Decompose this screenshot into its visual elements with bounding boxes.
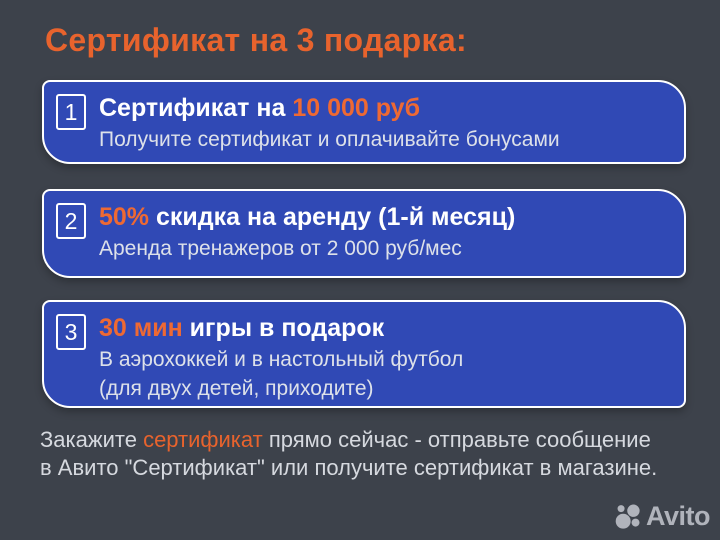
avito-logo-text: Avito xyxy=(646,501,710,531)
offer-subtitle: Аренда тренажеров от 2 000 руб/мес xyxy=(99,237,462,260)
page-title: Сертификат на 3 подарка: xyxy=(45,22,467,58)
avito-watermark xyxy=(615,501,710,532)
offer-card-body xyxy=(99,200,515,263)
offer-number-badge: 3 xyxy=(56,314,86,350)
offer-subtitle: Получите сертификат и оплачивайте бонусами xyxy=(99,128,560,151)
offer-title xyxy=(99,200,515,234)
offer-title-highlight: 50% xyxy=(99,203,150,231)
offer-card-body xyxy=(99,91,560,154)
offer-card-3 xyxy=(42,300,686,408)
offer-title xyxy=(99,311,463,345)
footer-highlight: сертификат xyxy=(143,427,263,452)
offer-number-badge: 2 xyxy=(56,203,86,239)
offer-card-2 xyxy=(42,189,686,278)
offer-card-body xyxy=(99,311,463,403)
footer-text-segment: Закажите xyxy=(40,427,144,452)
footer-text-segment: прямо сейчас - отправьте сообщение xyxy=(262,427,651,452)
footer-text xyxy=(40,426,657,482)
offer-subtitle-line2: (для двух детей, приходите) xyxy=(99,377,374,400)
offer-title-text: игры в подарок xyxy=(182,314,385,342)
offer-title-highlight: 10 000 руб xyxy=(292,94,421,122)
offer-card-1 xyxy=(42,80,686,164)
offer-title-text: скидка на аренду (1-й месяц) xyxy=(149,203,516,231)
footer-line-1 xyxy=(40,426,657,454)
avito-logo-icon xyxy=(615,503,643,531)
offer-title-text: Сертификат на xyxy=(99,94,293,122)
offer-number-badge: 1 xyxy=(56,94,86,130)
offer-title xyxy=(99,91,560,125)
footer-line-2: в Авито "Сертификат" или получите сертификат в магазине. xyxy=(40,455,658,480)
offer-title-highlight: 30 мин xyxy=(99,314,183,342)
offer-subtitle: В аэрохоккей и в настольный футбол xyxy=(99,348,464,371)
